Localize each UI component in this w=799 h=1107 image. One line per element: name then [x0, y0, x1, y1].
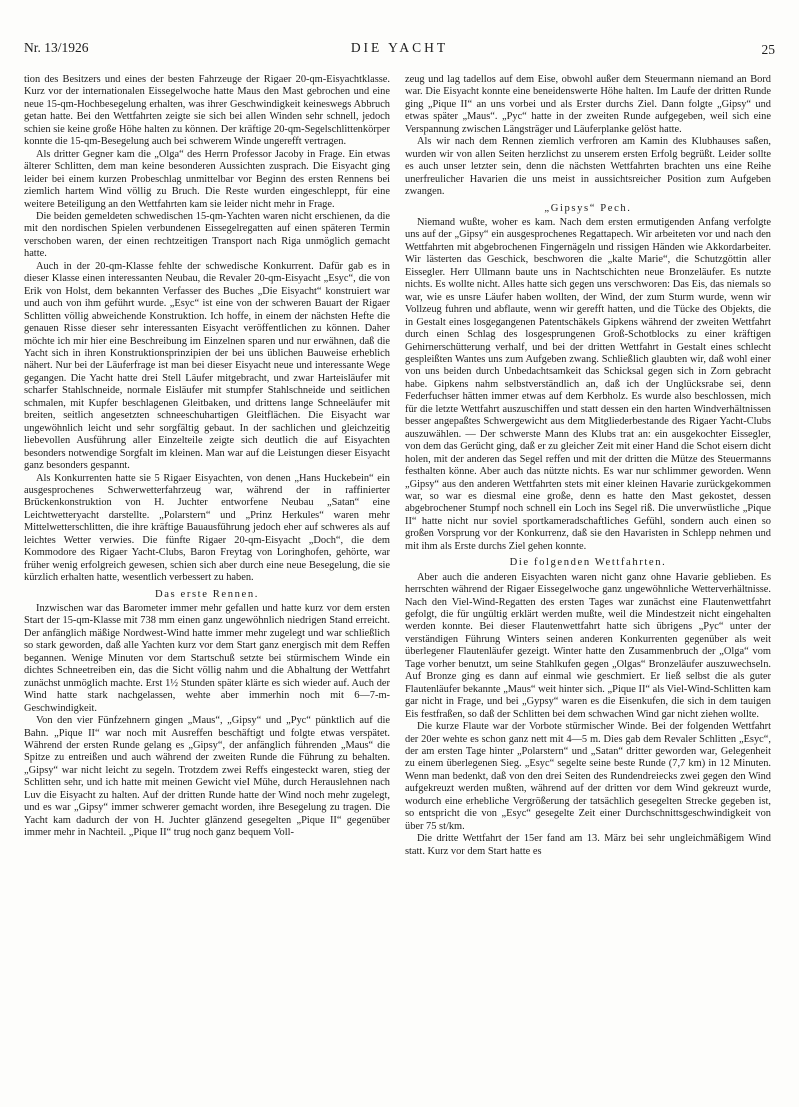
- paragraph: Die beiden gemeldeten schwedischen 15-qm-Yachten waren nicht erschienen, da die mit den nordischen Spielen verbundenen Eissegelregatten auf einen späteren Termin verschoben waren, der einen rechtzeitigen Transport nach Riga unmöglich gemacht hatte.: [24, 210, 390, 260]
- paragraph: Auch in der 20-qm-Klasse fehlte der schwedische Konkurrent. Dafür gab es in dieser Klasse einen interessanten Neubau, die Revaler 20-qm-Eisyacht „Esyc“, die von Erik von Holst, dem bekannten Verfasser des Buches „Die Eisyacht“ konstruiert war und auch von ihm geführt wurde. „Esyc“ ist eine von der schweren Bauart der Rigaer Schlitten völlig abweichende Konstruktion. Ich hoffe, in einem der nächsten Hefte die genauen Risse dieser sehr interessanten Eisyacht veröffentlichen zu können. Daher möchte ich mir hier eine Beschreibung im Einzelnen sparen und nur erwähnen, daß die Yacht sich in ihren Konstruktionsprinzipien der bei uns üblichen Bauweise erheblich nähert. Nur bei der Läuferfrage ist man bei dieser Eisyacht neue und interessante Wege gegangen. Die Yacht hatte drei Stell Läufer mitgebracht, und zwar Harteisläufer mit scharfer Stahlschneide, normale Eisläufer mit stumpfer Stahlschneide und seitlichen schmalen, mit Kupfer beschlagenen Gleitbaken, und drittens lange Schneeläufer mit breiten, seitlich angesetzten schneeschuhartigen Gleitflächen. Die Eisyacht war ungewöhnlich leicht und sehr sorgfältig gebaut. In der sachlichen und gleichzeitig liebevollen Ausführung aller Einzelteile zeigte sich deutlich die auf Eisyachten besonders notwendige Sorgfalt im kleinen. Man war auf die Leistungen dieser Eisyacht ganz besonders gespannt.: [24, 260, 390, 472]
- left-column: [24, 74, 390, 840]
- paragraph: Von den vier Fünfzehnern gingen „Maus“, „Gipsy“ und „Pyc“ pünktlich auf die Bahn. „Pique II“ war noch mit Ausreffen beschäftigt und folgte etwas verspätet. Während der ersten Runde gelang es „Gipsy“, der anfänglich führenden „Maus“ die Spitze zu entreißen und auch während der zweiten Runde die Führung zu behalten. „Gipsy“ war nicht leicht zu segeln. Trotzdem zwei Reffs eingesteckt waren, stieg der Schlitten sehr, und ich hatte mit meinen Gewicht vieI Mühe, durch Herauslehnen nach Luv die Eisyacht zu halten. Auf der dritten Runde hatte der Wind noch mehr zugelegt, und es war „Gipsy“ immer schwerer gemacht worden, ihre Besegelung zu tragen. Die Yacht kam dadurch der von H. Juchter glänzend gesegelten „Pique II“ gegenüber immer mehr in Nachteil. „Pique II“ trug noch ganz bequem Voll-: [24, 715, 390, 839]
- section-heading: Das erste Rennen.: [155, 588, 259, 600]
- paragraph: Als wir nach dem Rennen ziemlich verfroren am Kamin des Klubhauses saßen, wurden wir von allen Seiten herzlichst zu unserem ersten Erfolg begrüßt. Leider sollte es auch unser letzter sein, denn die nächsten Wettfahrten brachten uns eine Reihe unerfreulicher Havarien die uns meist in aussichtsreicher Position zum Aufgeben zwangen.: [405, 136, 771, 198]
- paragraph: Die dritte Wettfahrt der 15er fand am 13. März bei sehr ungleichmäßigem Wind statt. Kurz vor dem Start hatte es: [405, 833, 771, 857]
- paragraph: Als Konkurrenten hatte sie 5 Rigaer Eisyachten, von denen „Hans Huckebein“ ein ausgesprochenes Schwerwetterfahrzeug war, während der in raffinierter Brückenkonstruktion von H. Juchter entworfene Neubau „Satan“ eine Leichtwetteryacht darstellte. „Polarstern“ und „Prinz Herkules“ waren mehr Mittelwetterschlitten, die ihre kräftige Bauausführung jedoch eher auf schweres als auf leichtes Wetter verwies. Die fünfte Rigaer 20-qm-Eisyacht „Doch“, die dem Kommodore des Rigaer Yacht-Clubs, Baron Freytag von Loringhofen, gehörte, war früher wenig erfolgreich gewesen, schien sich aber durch eine neue Besegelung, die sie kürzlich erhalten hatte, wesentlich verbessert zu haben.: [24, 472, 390, 584]
- right-column: [405, 74, 771, 858]
- section-heading: Die folgenden Wettfahrten.: [509, 557, 667, 569]
- section-heading: „Gipsys“ Pech.: [544, 202, 632, 214]
- paragraph: Inzwischen war das Barometer immer mehr gefallen und hatte kurz vor dem ersten Start der 15-qm-Klasse mit 738 mm einen ganz ungewöhnlich niedrigen Stand erreicht. Der anfänglich mäßige Nordwest-Wind hatte immer mehr zugelegt und war schließlich so stark geworden, daß alle Yachten kurz vor dem Start ganz energisch mit dem Reffen begannen. Wenige Minuten vor dem Startschuß setzte bei stürmischem Winde ein dichtes Schneetreiben ein, das die Sicht völlig nahm und die Abhaltung der Wettfahrt zunächst unmöglich machte. Erst 1½ Stunden später klärte es sich wieder auf. Auch der Wind hatte stark nachgelassen, wehte aber immerhin noch mit 6—7-m-Geschwindigkeit.: [24, 603, 390, 714]
- paragraph: Aber auch die anderen Eisyachten waren nicht ganz ohne Havarie geblieben. Es herrschten während der Rigaer Eissegelwoche ganz ungewöhnliche Wetterverhältnisse. Nach den Viel-Wind-Regatten des ersten Tages war zunächst eine Flautenwettfahrt gefolgt, die für ungültig erklärt werden mußte, weil die Mindestzeit nicht eingehalten werden konnte. Bei dieser Flautenwettfahrt hatte sich übrigens „Pyc“ unter der verständigen Führung Winters seinen anderen Konkurrenten gegenüber als weit überlegener Flautenläufer gezeigt. Winter hatte den Zusammenbruch der „Olga“ vom Tage vorher benutzt, um seine Stahlkufen gegen „Olgas“ Bronzeläufer auszuwechseln. Auf Bronze ging es dann auf einmal wie geschmiert. Er ließ selbst die als guter Flautenläufer bekannte „Maus“ weit hinter sich. „Pique II“ als Viel-Wind-Schlitten kam gar nicht in Frage, und bei „Gypsy“ waren es die Eisenkufen, die sich in dem tauigen Eis festfraßen, so daß der Schlitten bei dem schwachen Wind gar nicht ziehen wollte.: [405, 571, 771, 720]
- paragraph: Die kurze Flaute war der Vorbote stürmischer Winde. Bei der folgenden Wettfahrt der 20er wehte es schon ganz nett mit 4—5 m. Dies gab dem Revaler Schlitten „Esyc“, der am ersten Tage hinter „Polarstern“ und „Satan“ dritter geworden war, Gelegenheit zu einem überlegenen Sieg. „Esyc“ segelte seine beste Runde (7,7 km) in 12 Minuten. Wenn man bedenkt, daß von den drei Seiten des Rundendreiecks zwei gegen den Wind aufgekreuzt werden mußten, während auf der dritten vor dem Wind gekreuzt wurde, wodurch eine erhebliche Vergrößerung der tatsächlich gesegelten Strecke gegeben ist, so entspricht die von „Esyc“ gesegelte Zeit einer Durchschnittsgeschwindigkeit von über 75 st/km.: [405, 721, 771, 832]
- issue-number: Nr. 13/1926: [24, 40, 89, 55]
- page-number: 25: [761, 42, 775, 57]
- page-header: [24, 40, 775, 62]
- magazine-title: DIE YACHT: [350, 40, 449, 55]
- paragraph: Als dritter Gegner kam die „Olga“ des Herrn Professor Jacoby in Frage. Ein etwas älterer Schlitten, dem man keine besonderen Aussichten zusprach. Die Eisyacht ging leider bei einem kurzen Probeschlag unmittelbar vor Beginn des ersten Rennens bei ziemlich hartem Wind völlig zu Bruch. Die Reste wurden eingeschleppt, für eine weitere Beteiligung an den Wettfahrten kam sie leider nicht mehr in Frage.: [24, 148, 390, 210]
- paragraph: tion des Besitzers und eines der besten Fahrzeuge der Rigaer 20-qm-Eisyachtklasse. Kurz vor der internationalen Eissegelwoche hatte Maus den Mast gebrochen und eine neue 15-qm-Hochbesegelung erhalten, was ihrer Geschwindigkeit keineswegs Abbruch getan hatte. Bei den Wettfahrten zeigte sie sich bei allen Winden sehr schnell, jedoch schien sie keine große Höhe halten zu können. Der kräftige 20-qm-Segelschlittenkörper konnte die 15-qm-Besegelung auch bei schwerem Winde ungerefft vertragen.: [24, 74, 390, 148]
- paragraph: zeug und lag tadellos auf dem Eise, obwohl außer dem Steuermann niemand an Bord war. Die Eisyacht konnte eine beneidenswerte Höhe halten. Im Laufe der dritten Runde ging „Pique II“ an uns vorbei und als Erster durchs Ziel. Dann folgte „Gipsy“ und etwas später „Maus“. „Pyc“ hatte in der zweiten Runde aufgegeben, weil sich eine Verspannung zwischen Längsträger und Läuferplanke gelöst hatte.: [405, 74, 771, 135]
- paragraph: Niemand wußte, woher es kam. Nach dem ersten ermutigenden Anfang verfolgte uns auf der „Gipsy“ ein ausgesprochenes Regattapech. Wir arbeiteten vor und nach den Wettfahrten mit abgebrochenen Fingernägeln und rissigen Händen wie Akkordarbeiter. Wir lästerten das Geschick, beschworen die „kalte Marie“, die Schutzgöttin aller Eissegler. Herr Ullmann baute uns in Nachtschichten neue Bronzeläufer. Es nutzte nichts. Es wollte nicht. Alles hatte sich gegen uns verschworen: Das Eis, das niemals so war, wie es unsre Läufer haben wollten, der Wind, der zum Sturm wurde, wenn wir Vollzeug fuhren und abflaute, wenn wir gerefft hatten, und die Tücke des Objekts, die in Gestalt eines losgegangenen Patentschäkels Gipkens während der zweiten Wettfahrt durch einen Schlag des losgesprungenen Groß-Schotblocks zu einer kräftigen Gehirnerschütterung verhalf, und bei der dritten Wettfahrt in Gestalt eines schlecht gespleißten Wantes uns zum Aufgeben zwang. Schließlich glaubten wir, daß wohl einer von uns beiden durch Unbedachtsamkeit das Schicksal gegen sich in Zorn gebracht habe. Gipkens nahm selbstverständlich an, daß ich der Unglücksrabe sei, denn Federfuchser hätten immer etwas auf dem Kerbholz. Es wurde also beschlossen, mich für die letzte Wettfahrt auszuschiffen und statt dessen ein den harten Windverhältnissen besser angepaßtes Schwergewicht aus dem Mitgliederbestande des Rigaer Yacht-Clubs auszuwählen. — Der schwerste Mann des Klubs trat an: ein ausgekochter Eissegler, von dem das Gerücht ging, daß er zu gleicher Zeit mit einer Hand die Schot eisern dicht holen, mit der anderen das Segel reffen und mit der dritten die Mütze des Steuermanns festhalten könne. Aber auch das nützte nichts. Es war nur schlimmer geworden. Wenn „Gipsy“ aus den anderen Wettfahrten stets mit einer kleinen Havarie zurückgekommen war, so war es diesmal eine große, denn es hatte den Mast gekostet, dessen abgebrochener Stumpf noch schnell ein Loch ins Segel riß. Die unverwüstliche „Pique II“ hatte nicht nur soviel sportkameradschaftliches Gefühl, sondern auch einen so großen Vorsprung vor der Konkurrenz, daß sie den Havaristen in Schlepp nehmen und mit ihm als Erste durchs Ziel gehen konnte.: [405, 216, 771, 552]
